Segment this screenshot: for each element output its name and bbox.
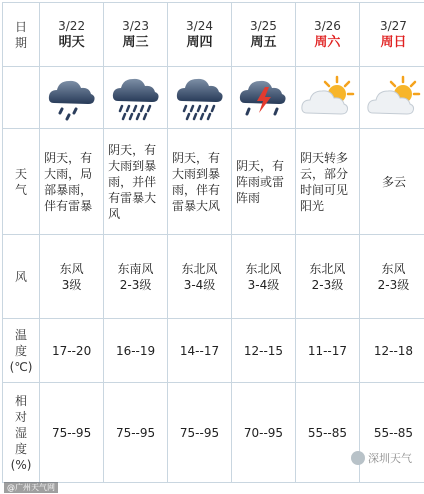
day-date: 3/26 xyxy=(313,18,341,33)
day-weekday: 周日 xyxy=(380,34,407,50)
temperature-row-label: 温 度 (℃) xyxy=(3,319,40,383)
wind-cell: 东北风 3-4级 xyxy=(231,235,295,319)
wind-cell: 东风 3级 xyxy=(40,235,104,319)
day-date: 3/24 xyxy=(186,18,213,33)
humidity-value: 55--85 xyxy=(359,383,424,483)
condition-text: 阴天，有大雨，局部暴雨，伴有雷暴 xyxy=(40,129,104,235)
wind-cell: 东北风 2-3级 xyxy=(295,235,359,319)
wind-row-label: 风 xyxy=(3,235,40,319)
condition-text: 阴天转多云，部分时间可见阳光 xyxy=(295,129,359,235)
cloud-rainstorm-icon xyxy=(172,73,228,123)
wind-cell: 东风 2-3级 xyxy=(359,235,424,319)
day-date: 3/25 xyxy=(249,18,277,33)
day-header xyxy=(104,3,168,67)
humidity-value: 75--95 xyxy=(104,383,168,483)
temperature-value: 16--19 xyxy=(104,319,168,383)
corner-tag: @广州天气网 xyxy=(4,482,58,493)
wind-cell: 东北风 3-4级 xyxy=(168,235,232,319)
sun-behind-cloud-icon xyxy=(365,73,421,123)
cloud-thunder-icon xyxy=(235,73,291,123)
forecast-table xyxy=(2,2,424,483)
condition-row-label: 天 气 xyxy=(3,129,40,235)
day-weekday: 周六 xyxy=(314,34,341,50)
temperature-value: 12--15 xyxy=(231,319,295,383)
watermark-text: 深圳天气 xyxy=(368,452,412,465)
wind-row xyxy=(3,235,424,319)
temperature-value: 17--20 xyxy=(40,319,104,383)
condition-text: 阴天，有阵雨或雷阵雨 xyxy=(231,129,295,235)
humidity-value: 55--85 xyxy=(295,383,359,483)
condition-row xyxy=(3,129,424,235)
date-row xyxy=(3,3,424,67)
day-header xyxy=(168,3,232,67)
humidity-value: 70--95 xyxy=(231,383,295,483)
humidity-value: 75--95 xyxy=(168,383,232,483)
day-header xyxy=(295,3,359,67)
temperature-row xyxy=(3,319,424,383)
day-weekday: 周五 xyxy=(250,34,277,50)
condition-text: 阴天，有大雨到暴雨，伴有雷暴大风 xyxy=(168,129,232,235)
day-header xyxy=(40,3,104,67)
watermark xyxy=(351,450,412,466)
day-weekday: 周三 xyxy=(122,34,149,50)
day-date: 3/27 xyxy=(379,18,407,33)
temperature-value: 11--17 xyxy=(295,319,359,383)
condition-text: 多云 xyxy=(359,129,424,235)
temperature-value: 14--17 xyxy=(168,319,232,383)
icon-row xyxy=(3,67,424,129)
temperature-value: 12--18 xyxy=(359,319,424,383)
condition-text: 阴天，有大雨到暴雨，并伴有雷暴大风 xyxy=(104,129,168,235)
sun-behind-cloud-icon xyxy=(299,73,355,123)
day-weekday: 明天 xyxy=(58,34,85,50)
cloud-rainstorm-icon xyxy=(108,73,164,123)
cloud-heavy-rain-icon xyxy=(44,73,100,123)
day-header xyxy=(359,3,424,67)
humidity-row xyxy=(3,383,424,483)
wind-cell: 东南风 2-3级 xyxy=(104,235,168,319)
wechat-logo-icon xyxy=(351,451,365,465)
day-header xyxy=(231,3,295,67)
day-weekday: 周四 xyxy=(186,34,213,50)
humidity-row-label: 相 对 湿 度 (%) xyxy=(3,383,40,483)
humidity-value: 75--95 xyxy=(40,383,104,483)
date-row-label: 日 期 xyxy=(3,3,40,67)
day-date: 3/23 xyxy=(122,18,150,33)
day-date: 3/22 xyxy=(58,18,86,33)
